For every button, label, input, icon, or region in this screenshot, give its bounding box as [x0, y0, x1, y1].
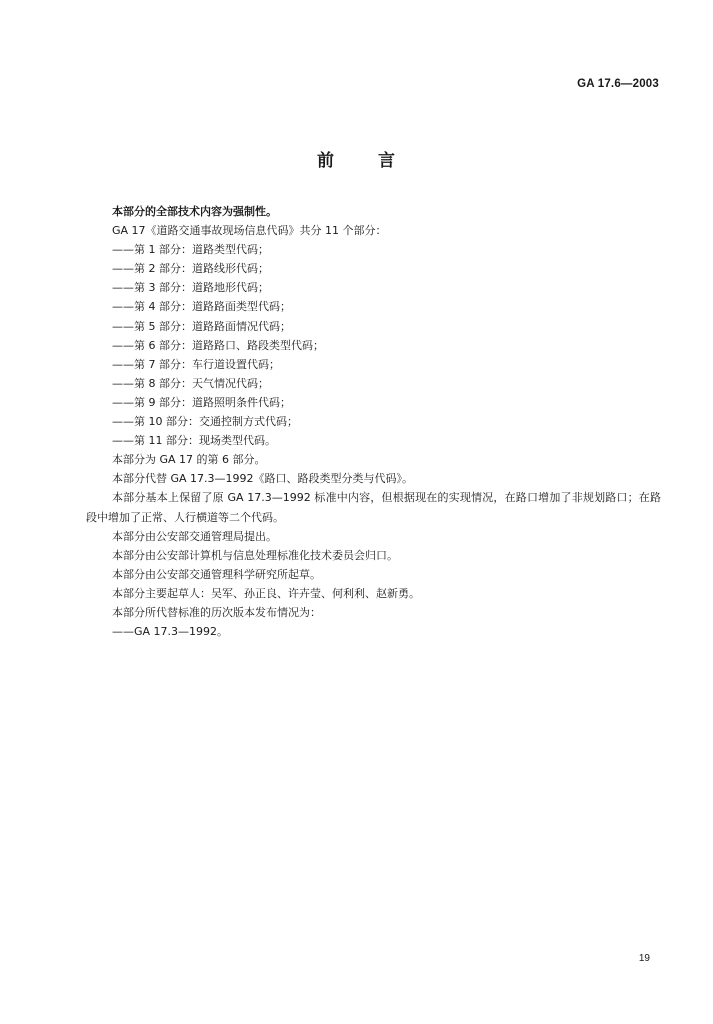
list-item: ——第 6 部分：道路路口、路段类型代码； [112, 338, 324, 352]
paragraph: 本部分的全部技术内容为强制性。 [112, 205, 277, 218]
paragraph: 本部分由公安部计算机与信息处理标准化技术委员会归口。 [112, 548, 398, 562]
page-title: 前 言 [317, 151, 396, 171]
page-number: 19 [638, 953, 650, 964]
list-item: ——第 4 部分：道路路面类型代码； [112, 300, 291, 314]
list-item: ——第 3 部分：道路地形代码； [112, 281, 269, 295]
list-item: ——GA 17.3—1992。 [112, 625, 229, 639]
list-item: ——第 2 部分：道路线形代码； [112, 262, 269, 276]
list-item: ——第 7 部分：车行道设置代码； [112, 357, 280, 371]
paragraph: 本部分代替 GA 17.3—1992《路口、路段类型分类与代码》。 [112, 472, 414, 486]
list-item: ——第 10 部分：交通控制方式代码； [112, 415, 298, 429]
paragraph: 本部分主要起草人：吴军、孙正良、许卉莹、何利利、赵新勇。 [112, 586, 420, 600]
standard-code: GA 17.6—2003 [577, 78, 659, 90]
paragraph: 本部分由公安部交通管理科学研究所起草。 [112, 567, 321, 581]
list-item: ——第 11 部分：现场类型代码。 [112, 434, 276, 448]
list-item: ——第 5 部分：道路路面情况代码； [112, 319, 291, 333]
list-item: ——第 1 部分：道路类型代码； [112, 243, 269, 257]
paragraph: 本部分基本上保留了原 GA 17.3—1992 标准中内容，但根据现在的实现情况，在路口增加了非规划路口；在路段中增加了正常、人行横道等二个代码。 [86, 491, 661, 524]
list-item: ——第 8 部分：天气情况代码； [112, 376, 269, 390]
paragraph: 本部分为 GA 17 的第 6 部分。 [112, 453, 266, 467]
paragraph: GA 17《道路交通事故现场信息代码》共分 11 个部分： [112, 224, 387, 238]
paragraph: 本部分由公安部交通管理局提出。 [112, 529, 277, 543]
document-body [86, 202, 661, 641]
paragraph: 本部分所代替标准的历次版本发布情况为： [112, 605, 321, 619]
list-item: ——第 9 部分：道路照明条件代码； [112, 395, 291, 409]
